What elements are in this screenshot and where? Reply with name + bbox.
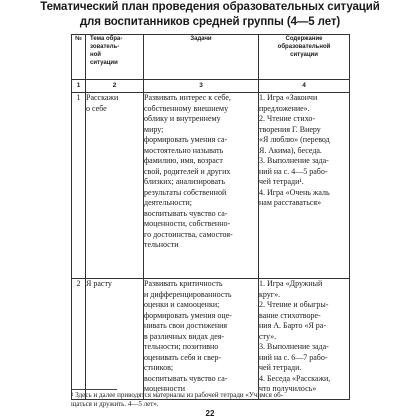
footnote-marker: 1 <box>71 393 74 398</box>
table-header-row <box>72 35 350 80</box>
column-number-row <box>72 80 350 93</box>
column-number: 3 <box>144 80 259 93</box>
column-number: 2 <box>86 80 144 93</box>
column-number: 4 <box>259 80 350 93</box>
row-tasks: Развивать интерес к себе, собственному внешнему облику и внутреннему миру; формировать умения са- мостоятельно называть фамилию, имя, возраст свой, родителей и других близких; анализировать результаты собственной деятельности; воспитывать чувство са- моценности, собственно- го достоинства, самостоя- тельности <box>144 93 259 279</box>
row-topic: Расскажи о себе <box>86 93 144 279</box>
footnote-divider <box>71 389 117 390</box>
thematic-plan-table <box>71 34 350 400</box>
header-tasks: Задачи <box>144 35 259 80</box>
row-topic: Я расту <box>86 279 144 400</box>
footnote <box>71 391 351 409</box>
row-tasks: Развивать критичность и дифференцированность оценки и самооценки; формировать умения оце- нивать свои достижения в различных видах дея- тельности; позитивно оценивать себя и свер- стников; воспитывать чувство са- моценности <box>144 279 259 400</box>
table-row <box>72 93 350 279</box>
row-number: 1 <box>72 93 86 279</box>
row-content: 1. Игра «Дружный круг». 2. Чтение и обыгры- вание стихотворе- ния А. Барто «Я ра- сту». 3. Выполнение зада- ний на с. 6—7 рабо- чей тетради. 4. Беседа «Расскажи, что получилось» <box>259 279 350 400</box>
footnote-line: $^1$ Здесь и далее приводятся материалы из рабочей тетради «Учимся об- <box>71 391 284 399</box>
header-content: Содержание образовательной ситуации <box>259 35 350 80</box>
row-number: 2 <box>72 279 86 400</box>
header-topic: Тема обра- зователь- ной ситуации <box>86 35 144 80</box>
title-line: Тематический план проведения образовательных ситуаций <box>40 1 380 13</box>
page-title <box>40 0 380 30</box>
footnote-line: щаться и дружить. 4—5 лет». <box>71 400 159 408</box>
row-content: 1. Игра «Закончи предложение». 2. Чтение стихо- творения Г. Виеру «Я люблю» (перевод Я. Акима), беседа. 3. Выполнение зада- ний на с. 4—5 рабо- чей тетради¹. 4. Игра «Очень жаль нам расставаться» <box>259 93 350 279</box>
header-number: № <box>72 35 86 80</box>
column-number: 1 <box>72 80 86 93</box>
table-row <box>72 279 350 400</box>
title-line: для воспитанников средней группы (4—5 лет) <box>79 16 341 28</box>
page-number: 22 <box>205 409 215 418</box>
